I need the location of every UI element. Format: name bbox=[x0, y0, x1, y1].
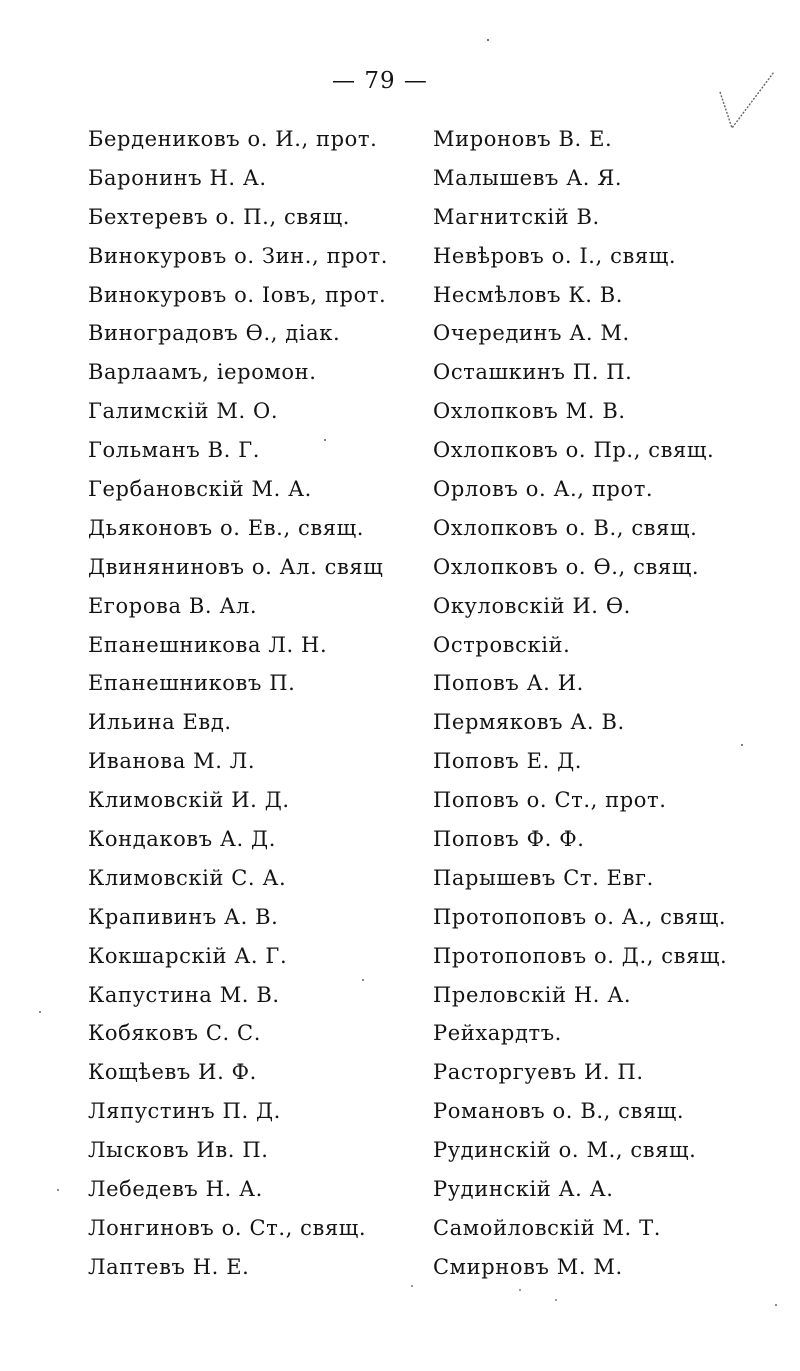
list-item: Пермяковъ А. В. bbox=[433, 710, 625, 735]
list-item: Осташкинъ П. П. bbox=[433, 360, 633, 385]
list-item: Охлопковъ о. Ѳ., свящ. bbox=[433, 554, 700, 579]
list-item: Гербановскій М. А. bbox=[88, 477, 312, 502]
list-item: Рейхардтъ. bbox=[433, 1021, 562, 1046]
list-item: Рудинскій о. М., свящ. bbox=[433, 1138, 697, 1163]
list-item: Виноградовъ Ѳ., діак. bbox=[88, 321, 341, 346]
list-item: Поповъ Е. Д. bbox=[433, 749, 583, 774]
list-item: Мироновъ В. Е. bbox=[433, 127, 613, 151]
list-item: Егорова В. Ал. bbox=[88, 593, 258, 618]
list-item: Лаптевъ Н. Е. bbox=[88, 1254, 250, 1279]
list-item: Поповъ А. И. bbox=[433, 671, 584, 696]
list-item: Окуловскій И. Ѳ. bbox=[433, 593, 631, 618]
list-item: Поповъ о. Ст., прот. bbox=[433, 788, 667, 813]
list-item: Кокшарскій А. Г. bbox=[88, 943, 288, 968]
list-item: Винокуровъ о. Іовъ, прот. bbox=[88, 282, 387, 307]
list-item: Капустина М. В. bbox=[88, 982, 280, 1007]
list-item: Кондаковъ А. Д. bbox=[88, 827, 276, 852]
list-item: Кобяковъ С. С. bbox=[88, 1021, 261, 1046]
list-item: Двиняниновъ о. Ал. свящ bbox=[88, 554, 384, 579]
page-number: — 79 — bbox=[332, 68, 428, 94]
list-item: Охлопковъ о. В., свящ. bbox=[433, 515, 698, 540]
list-item: Крапивинъ А. В. bbox=[88, 904, 279, 929]
list-item: Рудинскій А. А. bbox=[433, 1177, 614, 1202]
list-item: Расторгуевъ И. П. bbox=[433, 1060, 644, 1085]
list-item: Поповъ Ф. Ф. bbox=[433, 827, 585, 852]
list-item: Островскій. bbox=[433, 632, 571, 657]
list-item: Епанешниковъ П. bbox=[88, 671, 296, 696]
list-item: Протопоповъ о. Д., свящ. bbox=[433, 943, 728, 968]
list-item: Самойловскій М. Т. bbox=[433, 1215, 661, 1240]
list-item: Климовскій И. Д. bbox=[88, 788, 290, 813]
left-column bbox=[88, 120, 418, 1287]
list-item: Магнитскій В. bbox=[433, 204, 600, 229]
list-item: Галимскій М. О. bbox=[88, 399, 279, 424]
list-item: Бехтеревъ о. П., свящ. bbox=[88, 204, 351, 229]
list-item: Климовскій С. А. bbox=[88, 865, 287, 890]
list-item: Кощѣевъ И. Ф. bbox=[88, 1060, 257, 1085]
list-item: Лысковъ Ив. П. bbox=[88, 1138, 269, 1163]
list-item: Иванова М. Л. bbox=[88, 749, 256, 774]
list-item: Малышевъ А. Я. bbox=[433, 165, 623, 190]
list-item: Смирновъ М. М. bbox=[433, 1254, 623, 1279]
list-item: Лебедевъ Н. А. bbox=[88, 1177, 263, 1202]
right-column bbox=[433, 120, 783, 1287]
list-item: Несмѣловъ К. В. bbox=[433, 282, 624, 307]
list-item: Ильина Евд. bbox=[88, 710, 232, 735]
list-item: Невѣровъ о. І., свящ. bbox=[433, 243, 677, 268]
list-item: Романовъ о. В., свящ. bbox=[433, 1099, 685, 1124]
list-item: Преловскій Н. А. bbox=[433, 982, 632, 1007]
list-item: Епанешникова Л. Н. bbox=[88, 632, 328, 657]
list-item: Гольманъ В. Г. bbox=[88, 438, 260, 463]
list-item: Винокуровъ о. Зин., прот. bbox=[88, 243, 388, 268]
list-item: Варлаамъ, іеромон. bbox=[88, 360, 317, 385]
list-item: Охлопковъ о. Пр., свящ. bbox=[433, 438, 715, 463]
list-item: Дьяконовъ о. Ев., свящ. bbox=[88, 515, 365, 540]
list-item: Баронинъ Н. А. bbox=[88, 165, 267, 190]
list-item: Ляпустинъ П. Д. bbox=[88, 1099, 281, 1124]
list-item: Лонгиновъ о. Ст., свящ. bbox=[88, 1215, 367, 1240]
list-item: Протопоповъ о. А., свящ. bbox=[433, 904, 727, 929]
list-item: Очерединъ А. М. bbox=[433, 321, 630, 346]
list-item: Бердениковъ о. И., прот. bbox=[88, 127, 378, 151]
list-item: Охлопковъ М. В. bbox=[433, 399, 626, 424]
list-item: Парышевъ Ст. Евг. bbox=[433, 865, 654, 890]
list-item: Орловъ о. А., прот. bbox=[433, 477, 654, 502]
